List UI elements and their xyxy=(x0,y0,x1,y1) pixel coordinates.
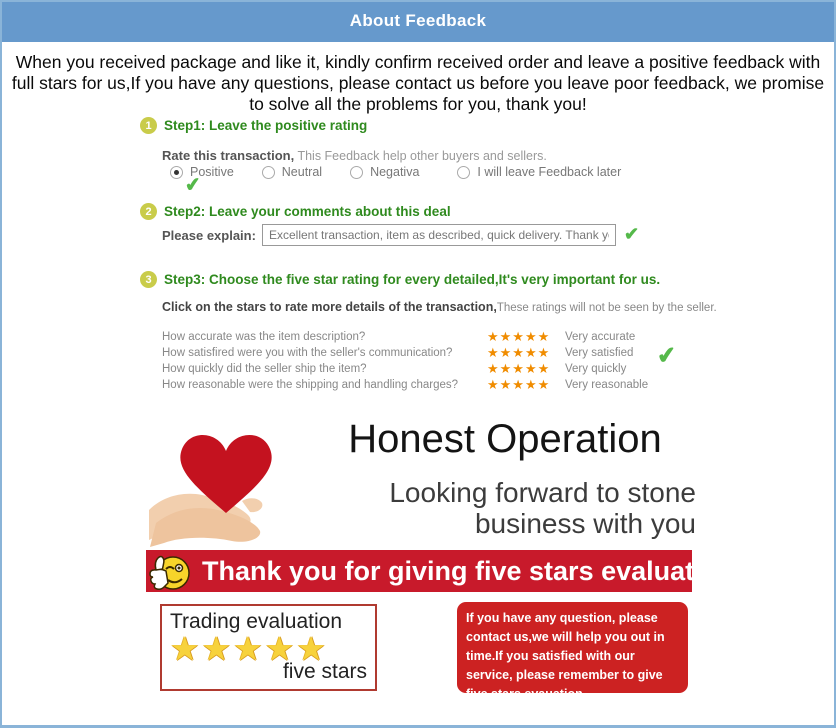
promo-section xyxy=(144,405,700,548)
rate-transaction-hint: This Feedback help other buyers and sellers. xyxy=(294,149,547,163)
star-rating-accuracy[interactable]: ★★★★★ xyxy=(487,329,551,344)
promo-subheading-line1: Looking forward to stone xyxy=(389,477,696,508)
radio-later-icon[interactable] xyxy=(457,166,470,179)
header-bar xyxy=(0,0,836,42)
promo-heading: Honest Operation xyxy=(348,417,662,461)
radio-positive-label: Positive xyxy=(190,165,234,179)
rating-row-accuracy xyxy=(162,329,707,345)
rate-transaction-label: Rate this transaction, xyxy=(162,148,295,163)
step2-title: Step2: Leave your comments about this deal xyxy=(164,204,451,219)
check-icon: ✔ xyxy=(655,341,678,369)
radio-option-neutral[interactable] xyxy=(262,165,322,179)
radio-option-positive[interactable] xyxy=(170,165,234,179)
click-stars-label: Click on the stars to rate more details of the transaction, xyxy=(162,300,497,314)
thank-you-banner xyxy=(146,550,752,592)
step2-heading xyxy=(140,203,451,220)
rating-row-charges xyxy=(162,377,707,393)
promo-subheading-line2: business with you xyxy=(474,508,696,539)
check-icon: ✔ xyxy=(624,224,640,244)
step1-number-icon: 1 xyxy=(140,117,157,134)
radio-negativa-icon[interactable] xyxy=(350,166,363,179)
thumbs-up-smiley-icon xyxy=(146,550,192,592)
rating-row-communication xyxy=(162,345,707,361)
promo-subheading xyxy=(296,477,696,539)
rating-question: How quickly did the seller ship the item? xyxy=(162,363,367,375)
comment-input[interactable] xyxy=(262,224,616,246)
rating-value-label: Very reasonable xyxy=(565,379,649,391)
step3-heading xyxy=(140,271,660,288)
ratings-table xyxy=(162,329,707,393)
radio-option-later[interactable] xyxy=(457,165,621,179)
radio-positive-icon[interactable] xyxy=(170,166,183,179)
five-stars-caption: five stars xyxy=(282,660,367,683)
rating-question: How satisfired were you with the seller's communication? xyxy=(162,347,453,359)
rating-value-label: Very accurate xyxy=(565,331,636,343)
check-icon: ✔ xyxy=(183,174,202,197)
please-explain-label: Please explain: xyxy=(162,228,256,243)
radio-later-label: I will leave Feedback later xyxy=(477,165,622,179)
radio-negativa-label: Negativa xyxy=(370,165,420,179)
feedback-radio-group xyxy=(170,165,621,179)
contact-notice-box: If you have any question, please contact us,we will help you out in time.If you satisfied with our service, please remember to give five stars evauation. xyxy=(457,602,688,693)
rate-transaction-line xyxy=(162,148,547,163)
intro-paragraph: When you received package and like it, kindly confirm received order and leave a positive feedback with full stars for us,If you have any questions, please contact us before you leave poor feedback, we promise to solve all the problems for you, thank you! xyxy=(11,52,825,114)
step1-heading xyxy=(140,117,367,134)
page-title: About Feedback xyxy=(349,11,487,30)
star-rating-communication[interactable]: ★★★★★ xyxy=(487,345,551,360)
rating-value-label: Very satisfied xyxy=(565,347,634,359)
rating-question: How accurate was the item description? xyxy=(162,331,366,343)
trading-evaluation-title: Trading evaluation xyxy=(170,610,342,633)
rating-question: How reasonable were the shipping and handling charges? xyxy=(162,379,459,391)
banner-text: Thank you for giving five stars evaluation ! xyxy=(202,555,752,586)
radio-option-negativa[interactable] xyxy=(350,165,419,179)
radio-neutral-label: Neutral xyxy=(281,165,323,179)
step3-title: Step3: Choose the five star rating for every detailed,It's very important for us. xyxy=(164,272,661,287)
heart-in-hands-image xyxy=(144,405,309,548)
click-stars-hint: These ratings will not be seen by the seller. xyxy=(496,302,717,314)
gold-stars: ★★★★★ xyxy=(170,630,328,667)
rating-value-label: Very quickly xyxy=(565,363,627,375)
step1-title: Step1: Leave the positive rating xyxy=(164,118,368,133)
radio-neutral-icon[interactable] xyxy=(262,166,275,179)
star-rating-charges[interactable]: ★★★★★ xyxy=(487,377,551,392)
rating-row-shipping-speed xyxy=(162,361,707,377)
click-stars-line xyxy=(162,300,717,314)
star-rating-shipping-speed[interactable]: ★★★★★ xyxy=(487,361,551,376)
step2-number-icon: 2 xyxy=(140,203,157,220)
trading-evaluation-box xyxy=(160,604,377,691)
step3-number-icon: 3 xyxy=(140,271,157,288)
